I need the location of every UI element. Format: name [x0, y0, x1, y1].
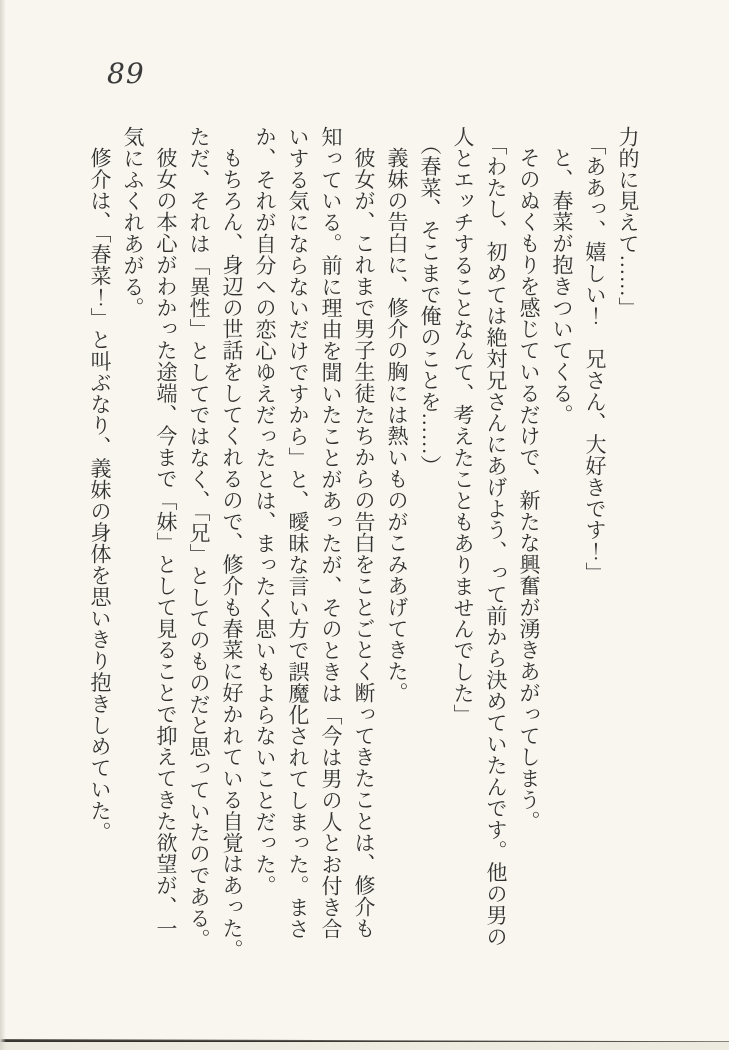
- text-column-4: そのぬくもりを感じているだけで、新たな興奮が湧きあがってしまう。: [517, 147, 541, 832]
- text-column-1: 力的に見えて……」: [616, 126, 640, 319]
- page-number: 89: [107, 57, 145, 90]
- text-column-12: か、それが自分への恋心ゆえだったとは、まったく思いもよらないことだった。: [253, 126, 277, 897]
- text-column-2: 「ああっ、嬉しい！ 兄さん、大好きです！」: [583, 134, 607, 584]
- page-below-edge-area: [0, 1042, 729, 1050]
- text-column-9: 彼女が、これまで男子生徒たちからの告白をことごとく断ってきたことは、修介も: [352, 147, 376, 939]
- text-column-17: 修介は、「春菜！」と叫ぶなり、義妹の身体を思いきり抱きしめていた。: [88, 147, 112, 843]
- text-column-6: 人とエッチすることなんて、考えたこともありませんでした」: [451, 126, 475, 726]
- page-left-edge-shade: [0, 0, 6, 1050]
- text-column-7: （春菜、そこまで俺のことを……）: [418, 134, 442, 477]
- text-column-3: と、春菜が抱きついてくる。: [550, 147, 574, 426]
- text-column-16: 気にふくれあがる。: [121, 126, 145, 319]
- text-column-10: 知っている。前に理由を聞いたことがあったが、そのときは「今は男の人とお付き合: [319, 126, 343, 940]
- text-column-13: もちろん、身辺の世話をしてくれるので、修介も春菜に好かれている自覚はあった。: [220, 147, 244, 961]
- text-column-5: 「わたし、初めては絶対兄さんにあげよう、って前から決めていたんです。他の男の: [484, 134, 508, 948]
- text-column-15: 彼女の本心がわかった途端、今まで「妹」として見ることで抑えてきた欲望が、一: [154, 147, 178, 939]
- page-text: [83, 126, 644, 1031]
- text-column-11: いする気にならないだけですから」と、曖昧な言い方で誤魔化されてしまった。まさ: [286, 126, 310, 940]
- text-column-14: ただ、それは「異性」としてではなく、「兄」としてのものだと思っていたのである。: [187, 126, 211, 951]
- text-column-8: 義妹の告白に、修介の胸には熱いものがこみあげてきた。: [385, 147, 409, 704]
